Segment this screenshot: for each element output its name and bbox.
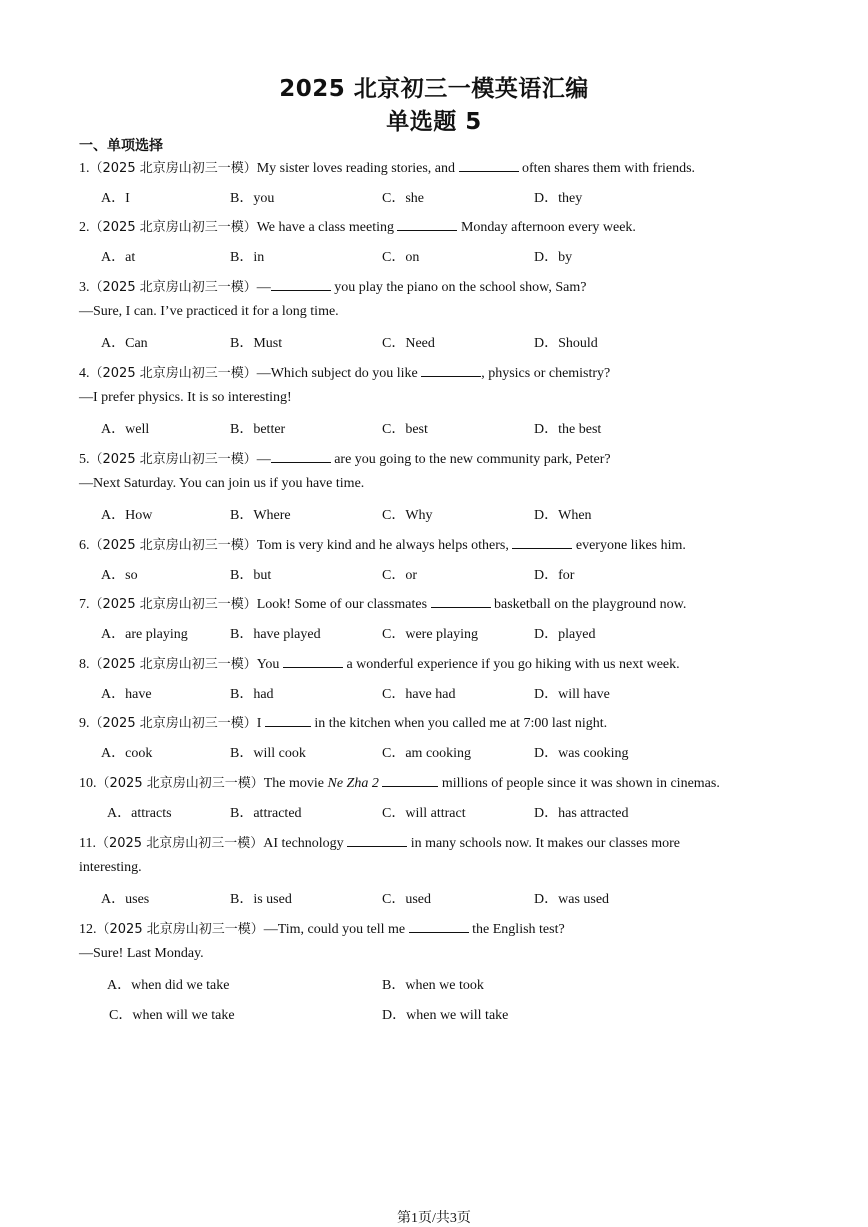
option-a: A．I: [101, 191, 130, 206]
option-c: C．have had: [382, 687, 456, 702]
option-d: D．for: [534, 568, 575, 583]
question-2: 2.（2025 北京房山初三一模）We have a class meeting Monday afternoon every week.: [79, 220, 636, 235]
question-4: 4.（2025 北京房山初三一模）—Which subject do you like , physics or chemistry?: [79, 366, 611, 381]
option-a: A．at: [101, 250, 136, 265]
option-b: B．when we took: [382, 978, 484, 993]
question-1: 1.（2025 北京房山初三一模）My sister loves reading stories, and often shares them with friends.: [79, 161, 696, 176]
question-5-reply: —Next Saturday. You can join us if you have time.: [79, 476, 365, 491]
option-c: C．will attract: [382, 806, 466, 821]
option-b: B．will cook: [230, 746, 306, 761]
option-c: C．am cooking: [382, 746, 472, 761]
option-a: A．cook: [101, 746, 153, 761]
option-a: A．so: [101, 568, 138, 583]
question-9: 9.（2025 北京房山初三一模）I in the kitchen when you called me at 7:00 last night.: [79, 716, 608, 731]
option-b: B．have played: [230, 627, 321, 642]
answer-blank: [265, 714, 311, 727]
answer-blank: [283, 655, 343, 668]
answer-blank: [431, 595, 491, 608]
option-a: A．when did we take: [107, 978, 230, 993]
answer-blank: [459, 159, 519, 172]
option-c: C．she: [382, 191, 425, 206]
option-a: A．Can: [101, 336, 148, 351]
question-7: 7.（2025 北京房山初三一模）Look! Some of our classmates basketball on the playground now.: [79, 597, 687, 612]
answer-blank: [382, 774, 438, 787]
question-10: 10.（2025 北京房山初三一模）The movie Ne Zha 2 millions of people since it was shown in cinemas.: [79, 776, 720, 791]
question-11-continuation: interesting.: [79, 860, 142, 875]
answer-blank: [397, 218, 457, 231]
option-a: A．well: [101, 422, 150, 437]
option-a: A．How: [101, 508, 153, 523]
option-d: D．Should: [534, 336, 598, 351]
document-subtitle: 单选题 5: [386, 109, 482, 135]
answer-blank: [347, 834, 407, 847]
question-12-reply: —Sure! Last Monday.: [79, 946, 204, 961]
option-d: D．will have: [534, 687, 610, 702]
option-a: A．have: [101, 687, 152, 702]
option-a: A．uses: [101, 892, 150, 907]
option-b: B．is used: [230, 892, 292, 907]
option-b: B．you: [230, 191, 275, 206]
option-d: D．by: [534, 250, 573, 265]
page-number: 第1页/共3页: [397, 1211, 471, 1226]
option-b: B．but: [230, 568, 272, 583]
option-c: C．when will we take: [109, 1008, 235, 1023]
option-c: C．were playing: [382, 627, 479, 642]
option-a: A．are playing: [101, 627, 188, 642]
option-a: A．attracts: [107, 806, 172, 821]
option-d: D．When: [534, 508, 592, 523]
option-d: D．played: [534, 627, 596, 642]
option-c: C．or: [382, 568, 418, 583]
option-d: D．when we will take: [382, 1008, 509, 1023]
answer-blank: [409, 920, 469, 933]
question-5: 5.（2025 北京房山初三一模）— are you going to the new community park, Peter?: [79, 452, 611, 467]
option-b: B．Must: [230, 336, 283, 351]
question-11: 11.（2025 北京房山初三一模）AI technology in many schools now. It makes our classes more: [79, 836, 681, 851]
answer-blank: [421, 364, 481, 377]
option-d: D．was used: [534, 892, 610, 907]
option-c: C．Why: [382, 508, 433, 523]
answer-blank: [271, 278, 331, 291]
option-d: D．the best: [534, 422, 602, 437]
option-b: B．in: [230, 250, 265, 265]
section-heading: 一、单项选择: [79, 138, 163, 154]
option-c: C．best: [382, 422, 428, 437]
option-c: C．on: [382, 250, 420, 265]
option-d: D．they: [534, 191, 583, 206]
question-8: 8.（2025 北京房山初三一模）You a wonderful experience if you go hiking with us next week.: [79, 657, 680, 672]
question-4-reply: —I prefer physics. It is so interesting!: [79, 390, 292, 405]
question-12: 12.（2025 北京房山初三一模）—Tim, could you tell me the English test?: [79, 922, 565, 937]
option-b: B．attracted: [230, 806, 302, 821]
document-title: 2025 北京初三一模英语汇编: [279, 76, 589, 102]
question-6: 6.（2025 北京房山初三一模）Tom is very kind and he always helps others, everyone likes him.: [79, 538, 686, 553]
option-d: D．has attracted: [534, 806, 629, 821]
answer-blank: [512, 536, 572, 549]
question-3: 3.（2025 北京房山初三一模）— you play the piano on the school show, Sam?: [79, 280, 587, 295]
option-d: D．was cooking: [534, 746, 629, 761]
option-b: B．better: [230, 422, 286, 437]
option-b: B．had: [230, 687, 274, 702]
option-b: B．Where: [230, 508, 291, 523]
option-c: C．Need: [382, 336, 435, 351]
option-c: C．used: [382, 892, 432, 907]
answer-blank: [271, 450, 331, 463]
question-3-reply: —Sure, I can. I’ve practiced it for a long time.: [79, 304, 339, 319]
